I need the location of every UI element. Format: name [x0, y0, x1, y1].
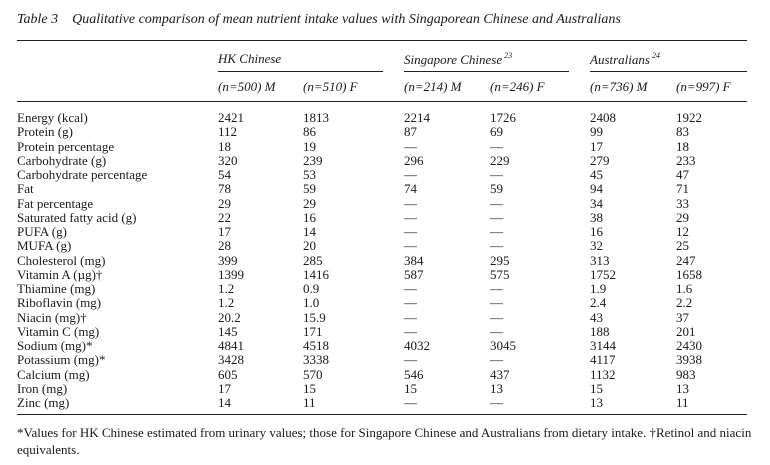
row-label: Saturated fatty acid (g) — [17, 210, 137, 225]
row-label: Fat percentage — [17, 196, 94, 211]
table-cell: — — [490, 310, 503, 325]
table-cell: 32 — [590, 238, 603, 253]
row-label: Carbohydrate (g) — [17, 153, 107, 168]
table-cell: 145 — [218, 324, 238, 339]
group-reference: 24 — [651, 51, 660, 60]
table-cell: 239 — [303, 153, 323, 168]
table-cell: 2421 — [218, 110, 244, 125]
table-cell: — — [404, 210, 417, 225]
table-cell: 59 — [303, 181, 316, 196]
group-rule-australians — [590, 71, 747, 72]
table-cell: 233 — [676, 153, 696, 168]
table-cell: 71 — [676, 181, 689, 196]
table-cell: 3428 — [218, 352, 244, 367]
table-cell: 20.2 — [218, 310, 241, 325]
table-cell: 605 — [218, 367, 238, 382]
subheader: (n=510) F — [303, 79, 358, 94]
group-name: HK Chinese — [218, 51, 282, 66]
group-name: Australians — [590, 52, 650, 67]
table-cell: 295 — [490, 253, 510, 268]
row-label: Potassium (mg)* — [17, 352, 106, 367]
bottom-rule — [17, 414, 747, 415]
table-cell: 29 — [218, 196, 231, 211]
table-cell: — — [490, 224, 503, 239]
table-cell: 83 — [676, 124, 689, 139]
table-cell: — — [490, 324, 503, 339]
row-label: Sodium (mg)* — [17, 338, 93, 353]
table-cell: 2214 — [404, 110, 430, 125]
table-cell: 1658 — [676, 267, 702, 282]
group-header-hk — [218, 51, 281, 67]
table-cell: 247 — [676, 253, 696, 268]
row-label: Energy (kcal) — [17, 110, 88, 125]
table-cell: 43 — [590, 310, 603, 325]
table-number: Table 3 — [17, 12, 59, 27]
table-cell: 2.2 — [676, 295, 693, 310]
table-cell: — — [490, 139, 503, 154]
group-header-australians — [590, 51, 660, 68]
table-cell: 18 — [218, 139, 231, 154]
table-footnote: *Values for HK Chinese estimated from urinary values; those for Singapore Chinese and Australians from dietary intake. †Retinol and niacin equivalents. — [17, 425, 752, 457]
table-cell: 384 — [404, 253, 424, 268]
table-cell: 17 — [218, 381, 231, 396]
table-cell: 112 — [218, 124, 238, 139]
table-cell: 1.6 — [676, 281, 693, 296]
table-cell: 570 — [303, 367, 323, 382]
table-cell: 17 — [218, 224, 231, 239]
table-cell: — — [404, 224, 417, 239]
row-label: Thiamine (mg) — [17, 281, 96, 296]
table-cell: 15 — [404, 381, 417, 396]
subheader: (n=246) F — [490, 79, 545, 94]
table-cell: 34 — [590, 196, 603, 211]
table-cell: — — [490, 395, 503, 410]
table-cell: — — [404, 295, 417, 310]
table-cell: 399 — [218, 253, 238, 268]
table-cell: 78 — [218, 181, 231, 196]
table-cell: 59 — [490, 181, 503, 196]
row-label: Vitamin C (mg) — [17, 324, 100, 339]
subheader: (n=500) M — [218, 79, 276, 94]
row-label: Zinc (mg) — [17, 395, 70, 410]
table-cell: 229 — [490, 153, 510, 168]
subheader: (n=736) M — [590, 79, 648, 94]
table-cell: 3338 — [303, 352, 329, 367]
table-cell: 1.2 — [218, 281, 235, 296]
table-cell: 54 — [218, 167, 231, 182]
table-cell: 1.0 — [303, 295, 320, 310]
row-label: Calcium (mg) — [17, 367, 90, 382]
table-cell: 37 — [676, 310, 689, 325]
table-cell: — — [404, 167, 417, 182]
table-cell: — — [404, 310, 417, 325]
table-cell: — — [490, 281, 503, 296]
table-cell: 285 — [303, 253, 323, 268]
table-cell: 12 — [676, 224, 689, 239]
group-reference: 23 — [504, 51, 513, 60]
row-label: Iron (mg) — [17, 381, 68, 396]
table-cell: 16 — [590, 224, 603, 239]
row-label: Niacin (mg)† — [17, 310, 87, 325]
table-cell: 94 — [590, 181, 603, 196]
table-cell: 20 — [303, 238, 316, 253]
group-rule-singapore — [404, 71, 569, 72]
table-cell: 87 — [404, 124, 417, 139]
table-cell: 587 — [404, 267, 424, 282]
group-header-singapore — [404, 51, 512, 68]
table-cell: 38 — [590, 210, 603, 225]
table-cell: 1752 — [590, 267, 616, 282]
row-label: MUFA (g) — [17, 238, 72, 253]
table-cell: — — [490, 352, 503, 367]
table-cell: 1399 — [218, 267, 244, 282]
table-cell: 313 — [590, 253, 610, 268]
table-cell: 4117 — [590, 352, 616, 367]
table-cell: 69 — [490, 124, 503, 139]
table-cell: 13 — [676, 381, 689, 396]
table-cell: 1.2 — [218, 295, 235, 310]
table-cell: — — [404, 352, 417, 367]
table-cell: 1726 — [490, 110, 516, 125]
table-cell: — — [490, 167, 503, 182]
table-cell: 575 — [490, 267, 510, 282]
row-label: Carbohydrate percentage — [17, 167, 148, 182]
row-label: Protein percentage — [17, 139, 115, 154]
table-cell: 4841 — [218, 338, 244, 353]
table-cell: — — [404, 238, 417, 253]
table-cell: 14 — [303, 224, 316, 239]
table-cell: — — [404, 139, 417, 154]
table-cell: 29 — [676, 210, 689, 225]
group-name: Singapore Chinese — [404, 52, 503, 67]
table-cell: 17 — [590, 139, 603, 154]
table-cell: 3045 — [490, 338, 516, 353]
table-cell: 13 — [590, 395, 603, 410]
table-cell: 1813 — [303, 110, 329, 125]
table-cell: 0.9 — [303, 281, 320, 296]
table-cell: 2408 — [590, 110, 616, 125]
table-cell: 33 — [676, 196, 689, 211]
table-title: Qualitative comparison of mean nutrient intake values with Singaporean Chinese and Australians — [72, 12, 621, 27]
table-cell: 15 — [590, 381, 603, 396]
table-cell: 546 — [404, 367, 424, 382]
table-cell: 74 — [404, 181, 417, 196]
row-label: Cholesterol (mg) — [17, 253, 106, 268]
row-label: Vitamin A (µg)† — [17, 267, 103, 282]
table-cell: 18 — [676, 139, 689, 154]
table-cell: 86 — [303, 124, 316, 139]
table-cell: 2430 — [676, 338, 702, 353]
table-cell: — — [490, 210, 503, 225]
table-cell: 201 — [676, 324, 696, 339]
table-cell: 29 — [303, 196, 316, 211]
table-cell: 28 — [218, 238, 231, 253]
table-cell: 4032 — [404, 338, 430, 353]
subheader: (n=997) F — [676, 79, 731, 94]
table-cell: 1416 — [303, 267, 329, 282]
table-cell: 320 — [218, 153, 238, 168]
table-cell: 22 — [218, 210, 231, 225]
table-cell: — — [404, 395, 417, 410]
table-cell: 171 — [303, 324, 323, 339]
table-cell: 2.4 — [590, 295, 607, 310]
table-cell: 1.9 — [590, 281, 607, 296]
row-label: PUFA (g) — [17, 224, 67, 239]
table-cell: 188 — [590, 324, 610, 339]
group-rule-hk — [218, 71, 383, 72]
row-label: Fat — [17, 181, 34, 196]
table-cell: — — [404, 281, 417, 296]
table-cell: 53 — [303, 167, 316, 182]
row-label: Protein (g) — [17, 124, 73, 139]
top-rule — [17, 40, 747, 41]
table-cell: 99 — [590, 124, 603, 139]
table-caption — [17, 12, 757, 28]
table-cell: — — [490, 238, 503, 253]
table-cell: 16 — [303, 210, 316, 225]
row-label: Riboflavin (mg) — [17, 295, 102, 310]
table-cell: — — [404, 196, 417, 211]
table-cell: — — [404, 324, 417, 339]
table-cell: 11 — [676, 395, 689, 410]
table-cell: 15.9 — [303, 310, 326, 325]
table-cell: — — [490, 295, 503, 310]
table-cell: 1132 — [590, 367, 616, 382]
table-cell: 14 — [218, 395, 231, 410]
table-cell: 13 — [490, 381, 503, 396]
table-cell: 279 — [590, 153, 610, 168]
subheader: (n=214) M — [404, 79, 462, 94]
table-cell: 1922 — [676, 110, 702, 125]
table-cell: 437 — [490, 367, 510, 382]
table-cell: — — [490, 196, 503, 211]
table-cell: 983 — [676, 367, 696, 382]
table-cell: 3938 — [676, 352, 702, 367]
table-cell: 296 — [404, 153, 424, 168]
header-rule — [17, 101, 747, 102]
table-cell: 15 — [303, 381, 316, 396]
table-cell: 19 — [303, 139, 316, 154]
table-cell: 4518 — [303, 338, 329, 353]
table-cell: 3144 — [590, 338, 616, 353]
table-cell: 25 — [676, 238, 689, 253]
table-cell: 47 — [676, 167, 689, 182]
table-cell: 45 — [590, 167, 603, 182]
table-cell: 11 — [303, 395, 316, 410]
